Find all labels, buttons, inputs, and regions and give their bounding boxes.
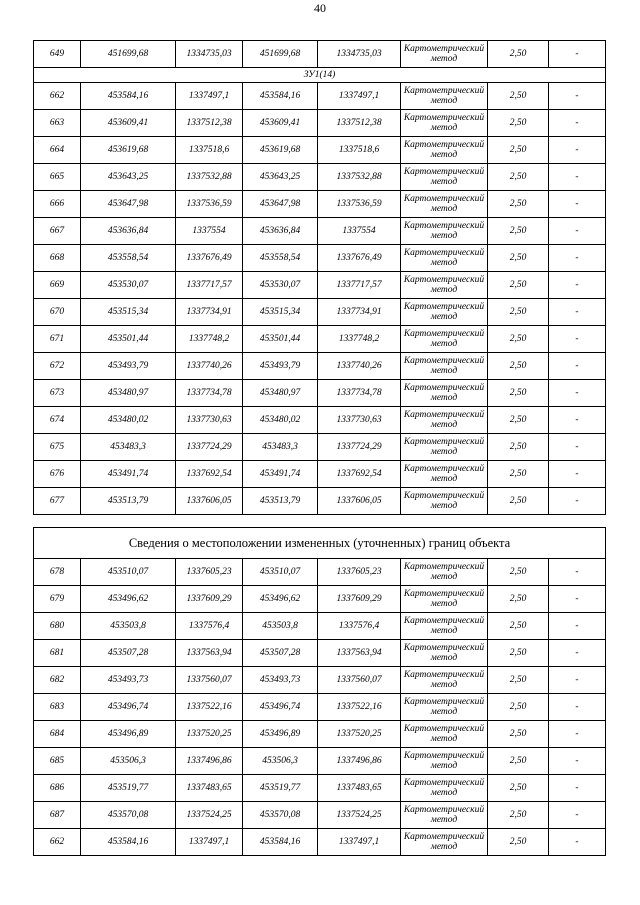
table-row [34,245,606,272]
note-cell: - [549,613,606,640]
note-cell: - [549,694,606,721]
note-cell: - [549,488,606,515]
point-number-cell: 680 [34,613,81,640]
parcel-label-row [34,68,606,83]
new-x-cell: 453647,98 [243,191,318,218]
point-number-cell: 662 [34,829,81,856]
accuracy-cell: 2,50 [488,218,549,245]
new-x-cell: 451699,68 [243,41,318,68]
new-y-cell: 1337518,6 [318,137,401,164]
point-number-cell: 683 [34,694,81,721]
new-x-cell: 453496,62 [243,586,318,613]
new-x-cell: 453636,84 [243,218,318,245]
point-number-cell: 669 [34,272,81,299]
point-number-cell: 666 [34,191,81,218]
accuracy-cell: 2,50 [488,83,549,110]
note-cell: - [549,461,606,488]
method-cell: Картометрический метод [401,488,488,515]
point-number-cell: 686 [34,775,81,802]
accuracy-cell: 2,50 [488,775,549,802]
note-cell: - [549,434,606,461]
accuracy-cell: 2,50 [488,353,549,380]
existing-y-cell: 1337605,23 [176,559,243,586]
method-cell: Картометрический метод [401,218,488,245]
method-cell: Картометрический метод [401,434,488,461]
accuracy-cell: 2,50 [488,272,549,299]
accuracy-cell: 2,50 [488,613,549,640]
existing-y-cell: 1337609,29 [176,586,243,613]
table-row [34,380,606,407]
method-cell: Картометрический метод [401,353,488,380]
table-row [34,640,606,667]
existing-x-cell: 453513,79 [81,488,176,515]
accuracy-cell: 2,50 [488,110,549,137]
existing-y-cell: 1337563,94 [176,640,243,667]
existing-y-cell: 1337676,49 [176,245,243,272]
existing-y-cell: 1337740,26 [176,353,243,380]
new-x-cell: 453493,73 [243,667,318,694]
accuracy-cell: 2,50 [488,41,549,68]
existing-x-cell: 453584,16 [81,829,176,856]
existing-x-cell: 453493,73 [81,667,176,694]
new-y-cell: 1337606,05 [318,488,401,515]
table-row [34,694,606,721]
table-row [34,41,606,68]
note-cell: - [549,380,606,407]
method-cell: Картометрический метод [401,191,488,218]
method-cell: Картометрический метод [401,721,488,748]
method-cell: Картометрический метод [401,245,488,272]
point-number-cell: 682 [34,667,81,694]
point-number-cell: 668 [34,245,81,272]
new-y-cell: 1337692,54 [318,461,401,488]
table-row [34,613,606,640]
existing-y-cell: 1337536,59 [176,191,243,218]
note-cell: - [549,586,606,613]
table-row [34,434,606,461]
existing-x-cell: 453480,97 [81,380,176,407]
existing-y-cell: 1337497,1 [176,829,243,856]
note-cell: - [549,137,606,164]
note-cell: - [549,326,606,353]
method-cell: Картометрический метод [401,802,488,829]
point-number-cell: 681 [34,640,81,667]
new-y-cell: 1337497,1 [318,829,401,856]
table-row [34,110,606,137]
accuracy-cell: 2,50 [488,488,549,515]
accuracy-cell: 2,50 [488,434,549,461]
accuracy-cell: 2,50 [488,667,549,694]
table-row [34,137,606,164]
existing-y-cell: 1337717,57 [176,272,243,299]
table-row [34,83,606,110]
table-row [34,353,606,380]
existing-x-cell: 453501,44 [81,326,176,353]
existing-y-cell: 1337520,25 [176,721,243,748]
existing-x-cell: 453480,02 [81,407,176,434]
new-y-cell: 1337483,65 [318,775,401,802]
note-cell: - [549,829,606,856]
table-row [34,829,606,856]
parcel-label: ЗУ1(14) [34,68,606,83]
point-number-cell: 662 [34,83,81,110]
existing-x-cell: 453510,07 [81,559,176,586]
existing-x-cell: 453558,54 [81,245,176,272]
existing-y-cell: 1337524,25 [176,802,243,829]
new-y-cell: 1337740,26 [318,353,401,380]
accuracy-cell: 2,50 [488,191,549,218]
table-row [34,326,606,353]
table-row [34,218,606,245]
new-y-cell: 1337676,49 [318,245,401,272]
new-y-cell: 1337563,94 [318,640,401,667]
accuracy-cell: 2,50 [488,137,549,164]
method-cell: Картометрический метод [401,613,488,640]
existing-y-cell: 1337554 [176,218,243,245]
point-number-cell: 677 [34,488,81,515]
new-y-cell: 1337532,88 [318,164,401,191]
page-number: 40 [314,1,326,15]
point-number-cell: 664 [34,137,81,164]
note-cell: - [549,775,606,802]
method-cell: Картометрический метод [401,326,488,353]
method-cell: Картометрический метод [401,164,488,191]
accuracy-cell: 2,50 [488,640,549,667]
accuracy-cell: 2,50 [488,164,549,191]
new-x-cell: 453496,74 [243,694,318,721]
point-number-cell: 685 [34,748,81,775]
accuracy-cell: 2,50 [488,802,549,829]
new-y-cell: 1337497,1 [318,83,401,110]
note-cell: - [549,748,606,775]
new-x-cell: 453609,41 [243,110,318,137]
existing-y-cell: 1337734,78 [176,380,243,407]
note-cell: - [549,83,606,110]
point-number-cell: 670 [34,299,81,326]
note-cell: - [549,353,606,380]
note-cell: - [549,802,606,829]
new-x-cell: 453619,68 [243,137,318,164]
table-row [34,407,606,434]
table-row [34,748,606,775]
accuracy-cell: 2,50 [488,407,549,434]
existing-x-cell: 451699,68 [81,41,176,68]
existing-y-cell: 1337497,1 [176,83,243,110]
new-y-cell: 1337524,25 [318,802,401,829]
new-x-cell: 453558,54 [243,245,318,272]
new-x-cell: 453480,97 [243,380,318,407]
existing-y-cell: 1337724,29 [176,434,243,461]
new-y-cell: 1337554 [318,218,401,245]
table-row [34,299,606,326]
coordinates-table-2 [33,527,606,856]
new-y-cell: 1337717,57 [318,272,401,299]
point-number-cell: 675 [34,434,81,461]
new-y-cell: 1337730,63 [318,407,401,434]
existing-y-cell: 1334735,03 [176,41,243,68]
existing-x-cell: 453570,08 [81,802,176,829]
table-row [34,559,606,586]
existing-y-cell: 1337606,05 [176,488,243,515]
section-heading: Сведения о местоположении измененных (уточненных) границ объекта [34,528,606,559]
section-heading-row [34,528,606,559]
existing-x-cell: 453530,07 [81,272,176,299]
note-cell: - [549,164,606,191]
existing-y-cell: 1337734,91 [176,299,243,326]
existing-y-cell: 1337518,6 [176,137,243,164]
existing-x-cell: 453609,41 [81,110,176,137]
existing-x-cell: 453493,79 [81,353,176,380]
point-number-cell: 667 [34,218,81,245]
new-y-cell: 1337496,86 [318,748,401,775]
existing-x-cell: 453491,74 [81,461,176,488]
new-x-cell: 453506,3 [243,748,318,775]
new-y-cell: 1337605,23 [318,559,401,586]
existing-y-cell: 1337576,4 [176,613,243,640]
new-x-cell: 453493,79 [243,353,318,380]
new-x-cell: 453491,74 [243,461,318,488]
existing-x-cell: 453506,3 [81,748,176,775]
accuracy-cell: 2,50 [488,326,549,353]
note-cell: - [549,667,606,694]
table-row [34,164,606,191]
existing-y-cell: 1337483,65 [176,775,243,802]
new-x-cell: 453496,89 [243,721,318,748]
existing-x-cell: 453584,16 [81,83,176,110]
new-y-cell: 1337560,07 [318,667,401,694]
existing-x-cell: 453515,34 [81,299,176,326]
coordinates-table-1 [33,40,606,515]
point-number-cell: 676 [34,461,81,488]
existing-y-cell: 1337730,63 [176,407,243,434]
new-x-cell: 453510,07 [243,559,318,586]
new-y-cell: 1337734,91 [318,299,401,326]
note-cell: - [549,110,606,137]
new-x-cell: 453507,28 [243,640,318,667]
table-row [34,586,606,613]
point-number-cell: 678 [34,559,81,586]
new-x-cell: 453513,79 [243,488,318,515]
table-row [34,488,606,515]
new-y-cell: 1337724,29 [318,434,401,461]
note-cell: - [549,245,606,272]
new-y-cell: 1337748,2 [318,326,401,353]
method-cell: Картометрический метод [401,667,488,694]
new-y-cell: 1337536,59 [318,191,401,218]
existing-y-cell: 1337522,16 [176,694,243,721]
point-number-cell: 671 [34,326,81,353]
new-x-cell: 453570,08 [243,802,318,829]
method-cell: Картометрический метод [401,41,488,68]
accuracy-cell: 2,50 [488,299,549,326]
table-row [34,272,606,299]
accuracy-cell: 2,50 [488,694,549,721]
point-number-cell: 663 [34,110,81,137]
note-cell: - [549,559,606,586]
existing-x-cell: 453643,25 [81,164,176,191]
method-cell: Картометрический метод [401,137,488,164]
table-row [34,802,606,829]
note-cell: - [549,191,606,218]
method-cell: Картометрический метод [401,380,488,407]
existing-x-cell: 453519,77 [81,775,176,802]
existing-x-cell: 453483,3 [81,434,176,461]
new-y-cell: 1337609,29 [318,586,401,613]
existing-x-cell: 453507,28 [81,640,176,667]
new-x-cell: 453643,25 [243,164,318,191]
new-x-cell: 453584,16 [243,829,318,856]
method-cell: Картометрический метод [401,748,488,775]
new-x-cell: 453519,77 [243,775,318,802]
note-cell: - [549,299,606,326]
note-cell: - [549,407,606,434]
existing-y-cell: 1337512,38 [176,110,243,137]
note-cell: - [549,218,606,245]
existing-x-cell: 453496,62 [81,586,176,613]
accuracy-cell: 2,50 [488,559,549,586]
method-cell: Картометрический метод [401,640,488,667]
method-cell: Картометрический метод [401,694,488,721]
table-row [34,721,606,748]
accuracy-cell: 2,50 [488,721,549,748]
new-y-cell: 1337522,16 [318,694,401,721]
accuracy-cell: 2,50 [488,586,549,613]
method-cell: Картометрический метод [401,299,488,326]
method-cell: Картометрический метод [401,83,488,110]
method-cell: Картометрический метод [401,407,488,434]
point-number-cell: 672 [34,353,81,380]
new-x-cell: 453483,3 [243,434,318,461]
accuracy-cell: 2,50 [488,748,549,775]
method-cell: Картометрический метод [401,110,488,137]
table-row [34,775,606,802]
existing-x-cell: 453496,89 [81,721,176,748]
point-number-cell: 679 [34,586,81,613]
method-cell: Картометрический метод [401,272,488,299]
existing-y-cell: 1337560,07 [176,667,243,694]
method-cell: Картометрический метод [401,829,488,856]
point-number-cell: 684 [34,721,81,748]
existing-y-cell: 1337532,88 [176,164,243,191]
new-y-cell: 1337520,25 [318,721,401,748]
existing-y-cell: 1337748,2 [176,326,243,353]
point-number-cell: 665 [34,164,81,191]
accuracy-cell: 2,50 [488,245,549,272]
existing-y-cell: 1337496,86 [176,748,243,775]
new-x-cell: 453501,44 [243,326,318,353]
existing-x-cell: 453647,98 [81,191,176,218]
accuracy-cell: 2,50 [488,380,549,407]
existing-y-cell: 1337692,54 [176,461,243,488]
method-cell: Картометрический метод [401,775,488,802]
new-x-cell: 453503,8 [243,613,318,640]
new-x-cell: 453480,02 [243,407,318,434]
note-cell: - [549,41,606,68]
point-number-cell: 649 [34,41,81,68]
table-row [34,191,606,218]
new-x-cell: 453530,07 [243,272,318,299]
existing-x-cell: 453503,8 [81,613,176,640]
new-y-cell: 1334735,03 [318,41,401,68]
existing-x-cell: 453619,68 [81,137,176,164]
accuracy-cell: 2,50 [488,829,549,856]
table-row [34,461,606,488]
table-row [34,667,606,694]
new-y-cell: 1337512,38 [318,110,401,137]
method-cell: Картометрический метод [401,586,488,613]
new-y-cell: 1337576,4 [318,613,401,640]
existing-x-cell: 453636,84 [81,218,176,245]
new-y-cell: 1337734,78 [318,380,401,407]
method-cell: Картометрический метод [401,461,488,488]
existing-x-cell: 453496,74 [81,694,176,721]
note-cell: - [549,272,606,299]
point-number-cell: 673 [34,380,81,407]
new-x-cell: 453515,34 [243,299,318,326]
note-cell: - [549,721,606,748]
accuracy-cell: 2,50 [488,461,549,488]
point-number-cell: 687 [34,802,81,829]
new-x-cell: 453584,16 [243,83,318,110]
point-number-cell: 674 [34,407,81,434]
method-cell: Картометрический метод [401,559,488,586]
note-cell: - [549,640,606,667]
